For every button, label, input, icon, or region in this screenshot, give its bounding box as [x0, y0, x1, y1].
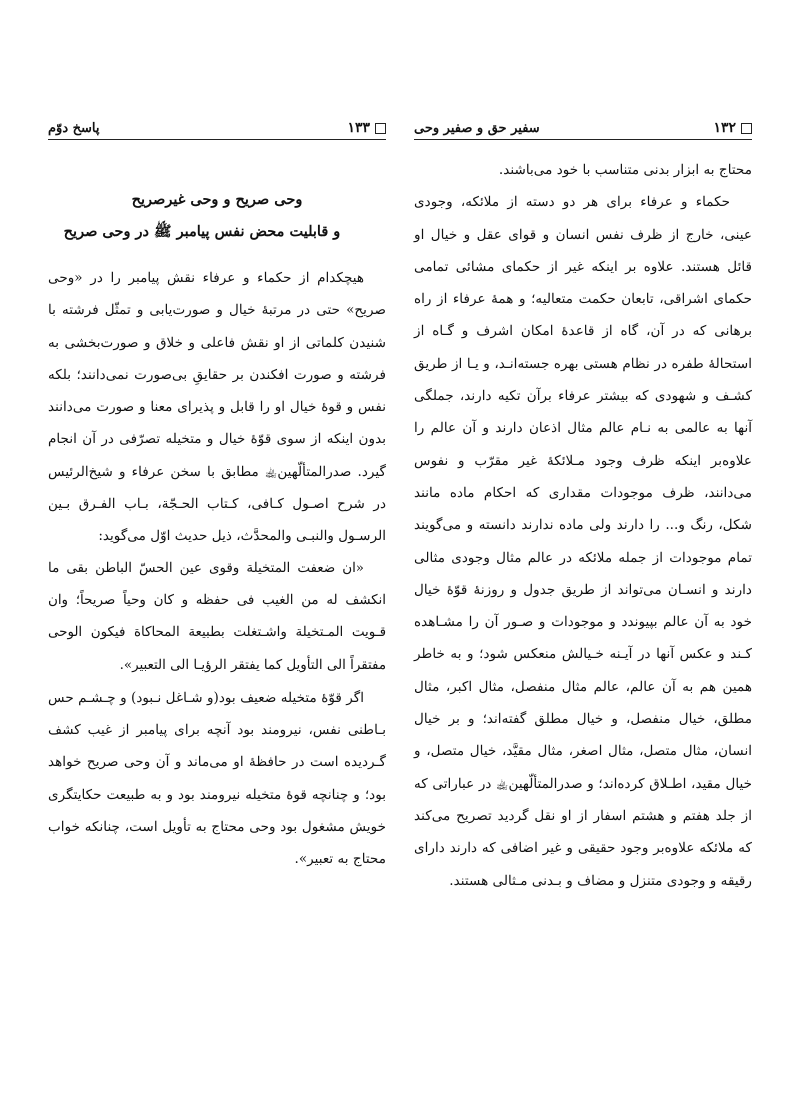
right-page	[414, 120, 752, 897]
square-icon	[375, 123, 386, 134]
right-page-body	[414, 154, 752, 897]
running-head-right	[414, 120, 752, 140]
heading-line-1: وحی صریح و وحی غیرصریح	[131, 191, 303, 208]
paragraph: هیچکدام از حکماء و عرفاء نقش پیامبر را در «وحی صریح» حتی در مرتبهٔ خیال و صورت‌یابی و تمثّل فرشته با شنیدن کلماتی از او نقش فاعلی و خلاق و صورت‌بخشی به فرشته و صورت افکندن بر حقایقِ بی‌صورت نمی‌دانند؛ بلکه نفس و قوهٔ خیال او را قابل و پذیرای معنا و صورت می‌دانند بدون اینکه از سوی قوّهٔ خیال و متخیله تصرّفی در آن انجام گیرد. صدرالمتألّهین﵀ مطابق با سخن عرفاء و شیخ‌الرئیس در شرح اصـول کـافی، کـتاب الحـجّة، بـاب الفـرق بـین الرسـول والنبـی والمحدَّث، ذیل حدیث اوّل می‌گوید:	[48, 270, 386, 545]
left-page-body	[48, 262, 386, 876]
paragraph: اگر قوّهٔ متخیله ضعیف بود(و شـاغل نـبود) و چـشـم حس بـاطنی نفس، نیرومند بود آنچه برای پیامبر از غیب کشف گـردیده است در حافظهٔ او می‌ماند و آن وحی صریح خواهد بود؛ و چنانچه قوهٔ متخیله نیرومند بود و به طبیعت حکایتگری خویش مشغول بود وحی محتاج به تأویل است، چنانکه خواب محتاج به تعبیر».	[48, 689, 386, 868]
page-number-right	[713, 120, 752, 136]
heading-line-2: و قابلیت محض نفس پیامبر ﷺ در وحی صریح	[63, 223, 341, 240]
running-title-left: پاسخ دوّم	[48, 120, 100, 136]
running-title-right: سفیر حق و صفیر وحی	[414, 120, 540, 136]
square-icon	[741, 123, 752, 134]
paragraph: محتاج به ابزار بدنی متناسب با خود می‌باشند.	[498, 162, 752, 178]
page-number-right-text: ۱۳۲	[713, 120, 736, 136]
section-heading	[48, 184, 386, 248]
running-head-left	[48, 120, 386, 140]
arabic-quote: «ان ضعفت المتخیلة وقوی عین الحسّ الباطن بقی ما انکشف له من الغیب فی حفظه و کان وحیاً صریحاً؛ وان قـویت المـتخیلة واشـتغلت بطبیعة المحاکاة فیکون الوحی مفتقراً الی التأویل کما یفتقر الرؤیـا الی التعبیر».	[48, 560, 386, 673]
paragraph: حکماء و عرفاء برای هر دو دسته از ملائکه، وجودی عینی، خارج از ظرف نفس انسان و قوای عقل و خیال او قائل هستند. علاوه بر اینکه غیر از حکمای مشائی تمامی حکمای اشراقی، تابعان حکمت متعالیه؛ و همهٔ عرفاء از راه برهانی که در آن، گاه از قاعدهٔ امکان اشرف و گـاه از استحالهٔ طفره در نظام هستی بهره جسته‌انـد، و یـا از طریق کشـف و شهودی که بیشتر عرفاء برآن تکیه دارند، جملگی آنها به عالمی به نـام عالم مثال اذعان دارند و آن عالم را علاوه‌بر اینکه ظرف وجود مـلائکهٔ غیر مقرّب و نفوس می‌دانند، ظرف موجودات مقداری که احکام ماده مانند شکل، رنگ و... را دارند ولی ماده ندارند دانسته و می‌گویند تمام موجودات از جمله ملائکه در عالم مثال وجودی مثالی دارند و انسـان می‌تواند از طریق جدول و روزنهٔ قوّهٔ خیال خود به آن عالم بپیوندد و موجودات و صـور آن را مشـاهده کـند و عکس آنها در آیـنه خـیالش منعکس شود؛ و به خاطر همین هم به آن عالم، عالم مثال منفصل، مثال اکبر، مثال مطلق، خیال منفصل، و خیال مطلق گفته‌اند؛ و بر خیال انسان، مثال متصل، مثال اصغر، مثال مقیَّد، خیال متصل، و خیال مقید، اطـلاق کرده‌اند؛ و صدرالمتألّهین﵀ در عباراتی که از جلد هفتم و هشتم اسفار از او نقل گردید تصریح می‌کند که ملائکه علاوه‌بر وجود حقیقی و غیر اضافی که دارند دارای رقیقه و وجودی متنزل و مضاف و بـدنی مـثالی هستند.	[414, 194, 752, 889]
left-page	[48, 120, 386, 876]
page-number-left	[347, 120, 386, 136]
page-number-left-text: ۱۳۳	[347, 120, 370, 136]
